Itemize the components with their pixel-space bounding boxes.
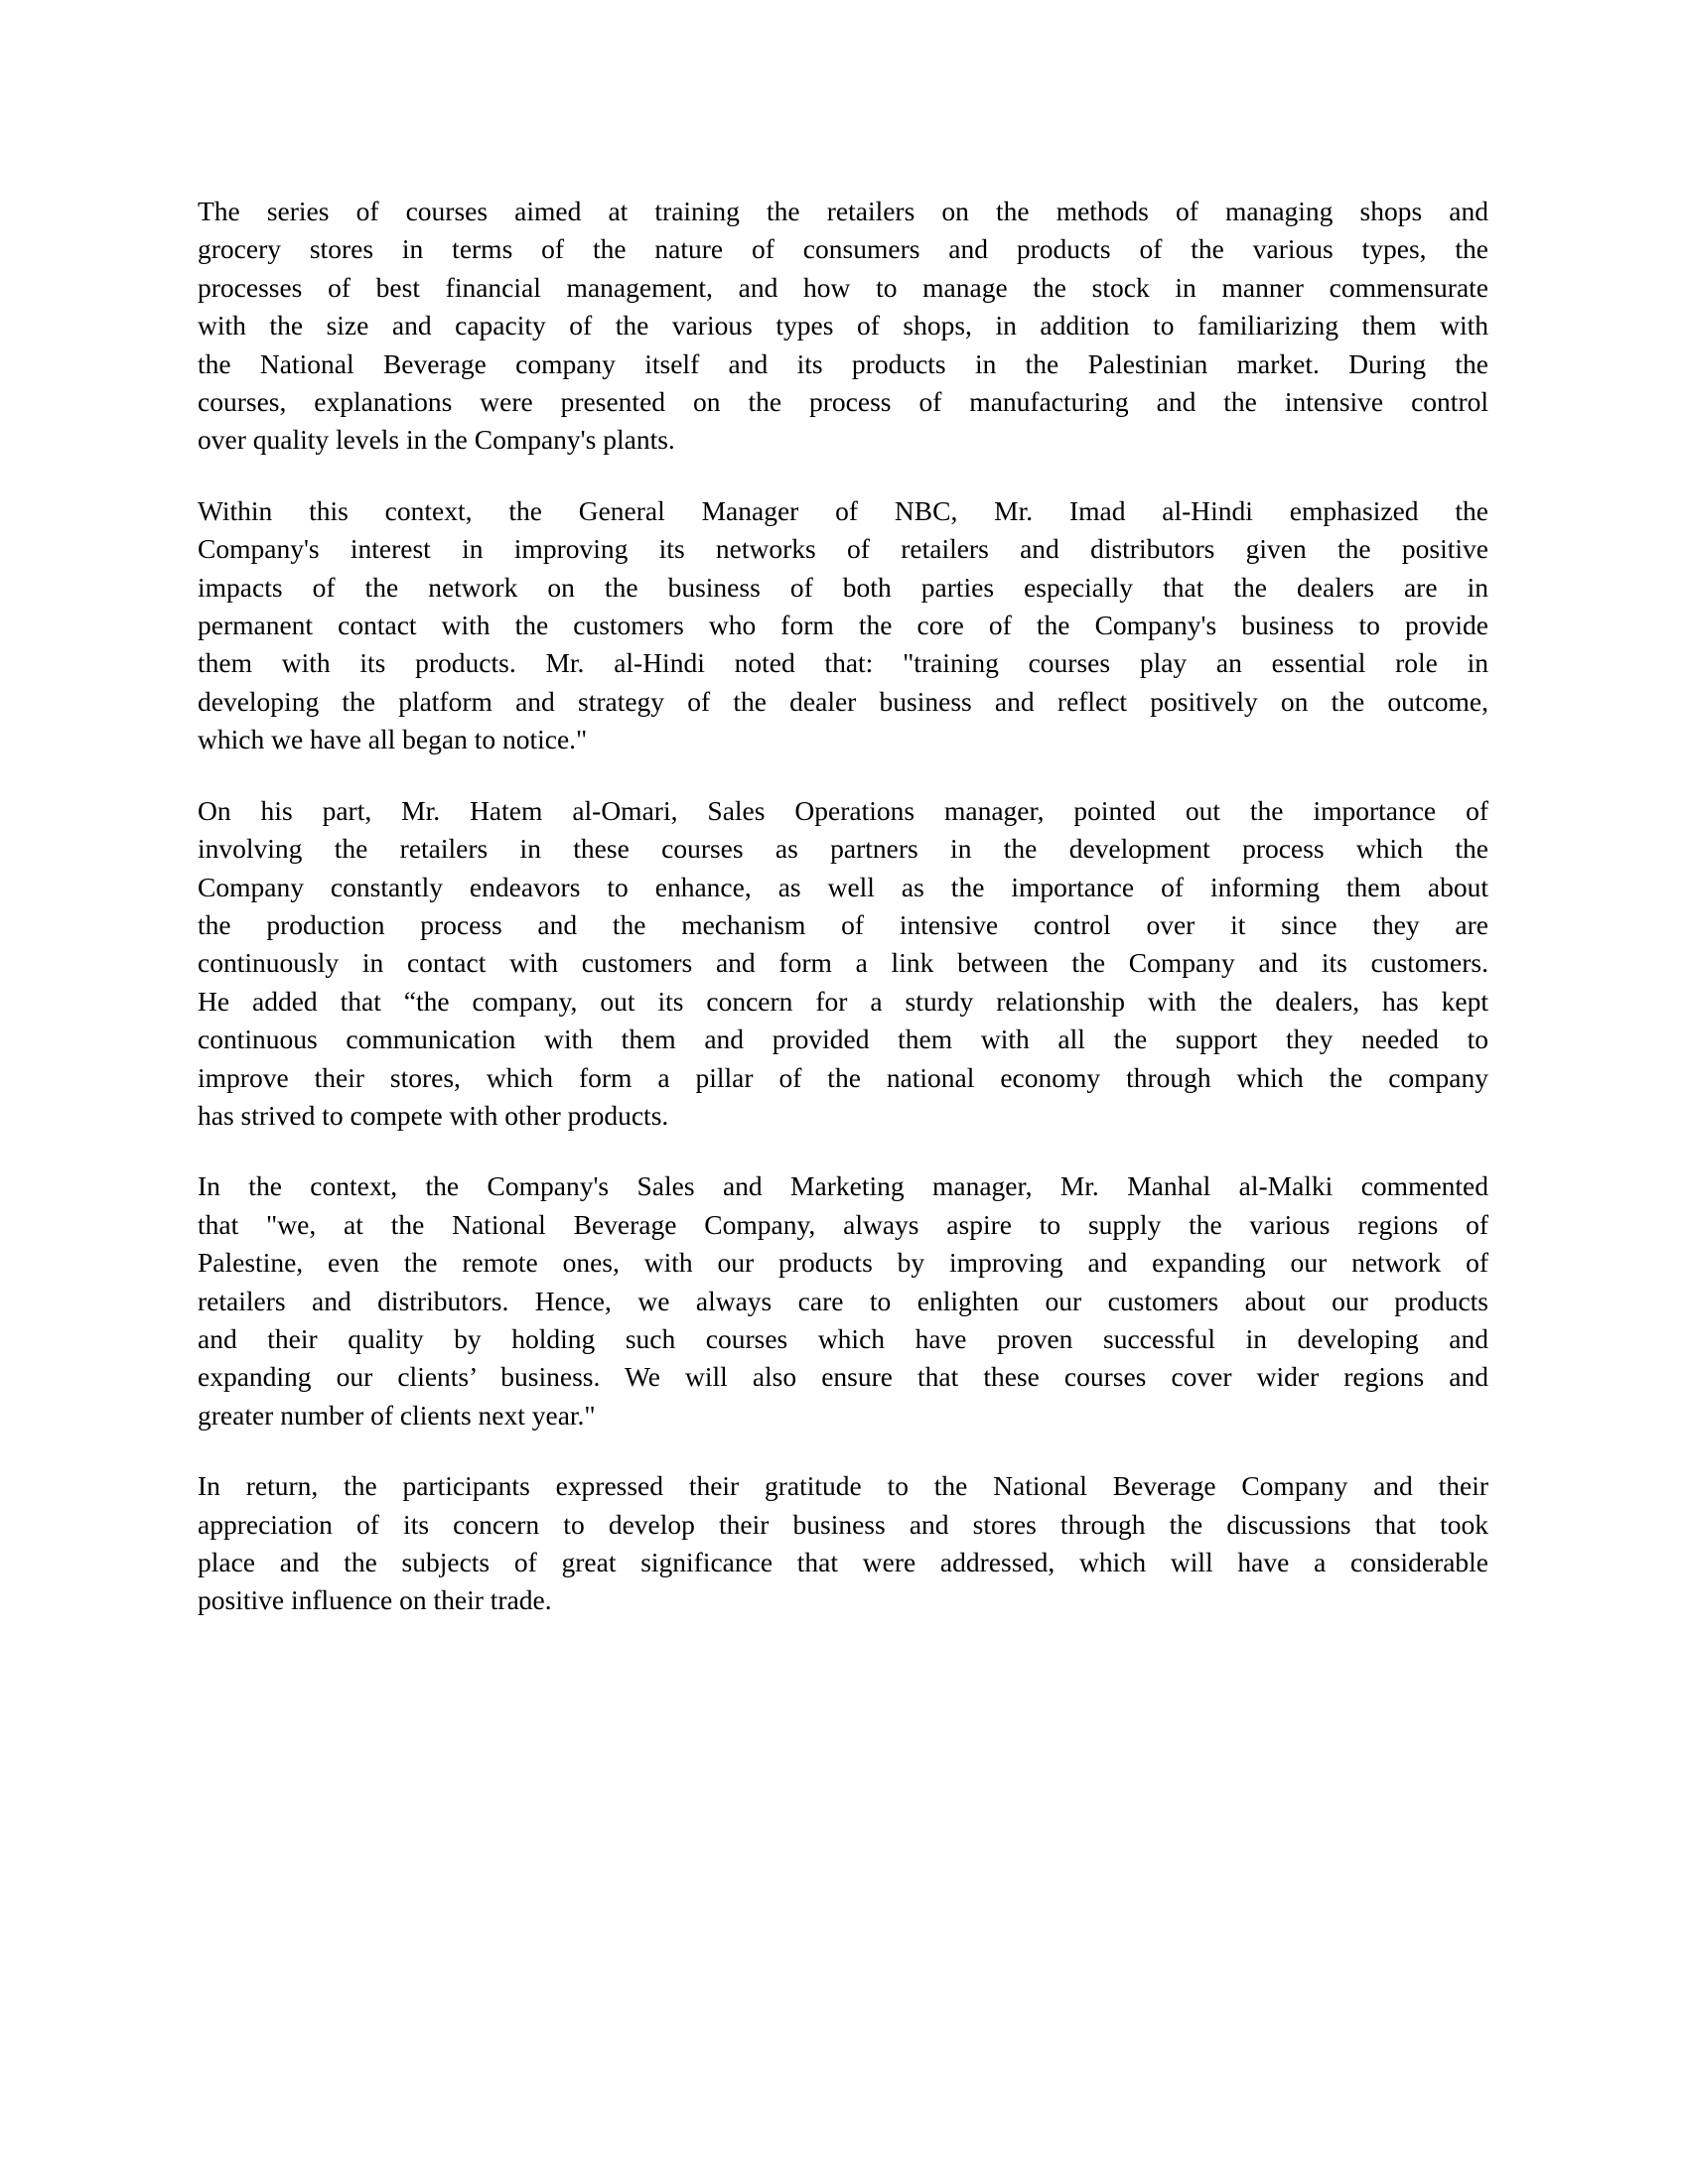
text-line: developing the platform and strategy of the dealer business and reflect positively on the outcome,: [198, 685, 1488, 717]
text-line: continuously in contact with customers and form a link between the Company and its customers.: [198, 947, 1488, 979]
text-line: processes of best financial management, and how to manage the stock in manner commensurate: [198, 271, 1488, 303]
paragraph-2: [198, 492, 1488, 759]
paragraph-4: [198, 1167, 1488, 1434]
text-line: grocery stores in terms of the nature of consumers and products of the various types, the: [198, 233, 1488, 265]
text-line: The series of courses aimed at training the retailers on the methods of managing shops and: [198, 196, 1488, 226]
text-line: Company's interest in improving its networks of retailers and distributors given the positive: [198, 533, 1488, 565]
text-line: place and the subjects of great significance that were addressed, which will have a considerable: [198, 1547, 1488, 1577]
text-line: and their quality by holding such courses which have proven successful in developing and: [198, 1322, 1488, 1354]
text-line: impacts of the network on the business of both parties especially that the dealers are in: [198, 571, 1488, 603]
text-line: appreciation of its concern to develop their business and stores through the discussions that took: [198, 1508, 1488, 1540]
text-line: over quality levels in the Company's plants.: [198, 424, 675, 456]
text-line: expanding our clients’ business. We will also ensure that these courses cover wider regions and: [198, 1361, 1488, 1393]
text-line: has strived to compete with other products.: [198, 1099, 669, 1131]
text-line: On his part, Mr. Hatem al-Omari, Sales Operations manager, pointed out the importance of: [198, 794, 1488, 826]
text-line: them with its products. Mr. al-Hindi noted that: "training courses play an essential role in: [198, 647, 1488, 679]
text-line: In return, the participants expressed their gratitude to the National Beverage Company and their: [198, 1470, 1488, 1502]
text-line: greater number of clients next year.": [198, 1399, 596, 1431]
paragraph-5: [198, 1467, 1488, 1620]
text-line: positive influence on their trade.: [198, 1584, 552, 1616]
paragraph-3: [198, 792, 1488, 1136]
text-line: that "we, at the National Beverage Company, always aspire to supply the various regions of: [198, 1208, 1488, 1240]
text-line: with the size and capacity of the various types of shops, in addition to familiarizing them with: [198, 310, 1488, 341]
text-line: Company constantly endeavors to enhance, as well as the importance of informing them about: [198, 871, 1488, 902]
text-line: continuous communication with them and provided them with all the support they needed to: [198, 1024, 1488, 1055]
text-line: He added that “the company, out its concern for a sturdy relationship with the dealers, has kept: [198, 985, 1488, 1017]
document-text-block: [198, 193, 1488, 1653]
text-line: In the context, the Company's Sales and Marketing manager, Mr. Manhal al-Malki commented: [198, 1170, 1488, 1202]
text-line: the production process and the mechanism of intensive control over it since they are: [198, 908, 1488, 940]
text-line: permanent contact with the customers who form the core of the Company's business to provide: [198, 610, 1488, 641]
text-line: improve their stores, which form a pillar of the national economy through which the company: [198, 1061, 1488, 1093]
text-line: Within this context, the General Manager of NBC, Mr. Imad al-Hindi emphasized the: [198, 494, 1488, 526]
text-line: Palestine, even the remote ones, with our products by improving and expanding our network of: [198, 1247, 1488, 1279]
text-line: retailers and distributors. Hence, we always care to enlighten our customers about our products: [198, 1285, 1488, 1316]
text-line: which we have all began to notice.": [198, 724, 588, 755]
text-line: involving the retailers in these courses as partners in the development process which the: [198, 833, 1488, 865]
text-line: the National Beverage company itself and its products in the Palestinian market. During the: [198, 347, 1488, 379]
text-line: courses, explanations were presented on the process of manufacturing and the intensive control: [198, 386, 1488, 418]
paragraph-1: [198, 193, 1488, 460]
